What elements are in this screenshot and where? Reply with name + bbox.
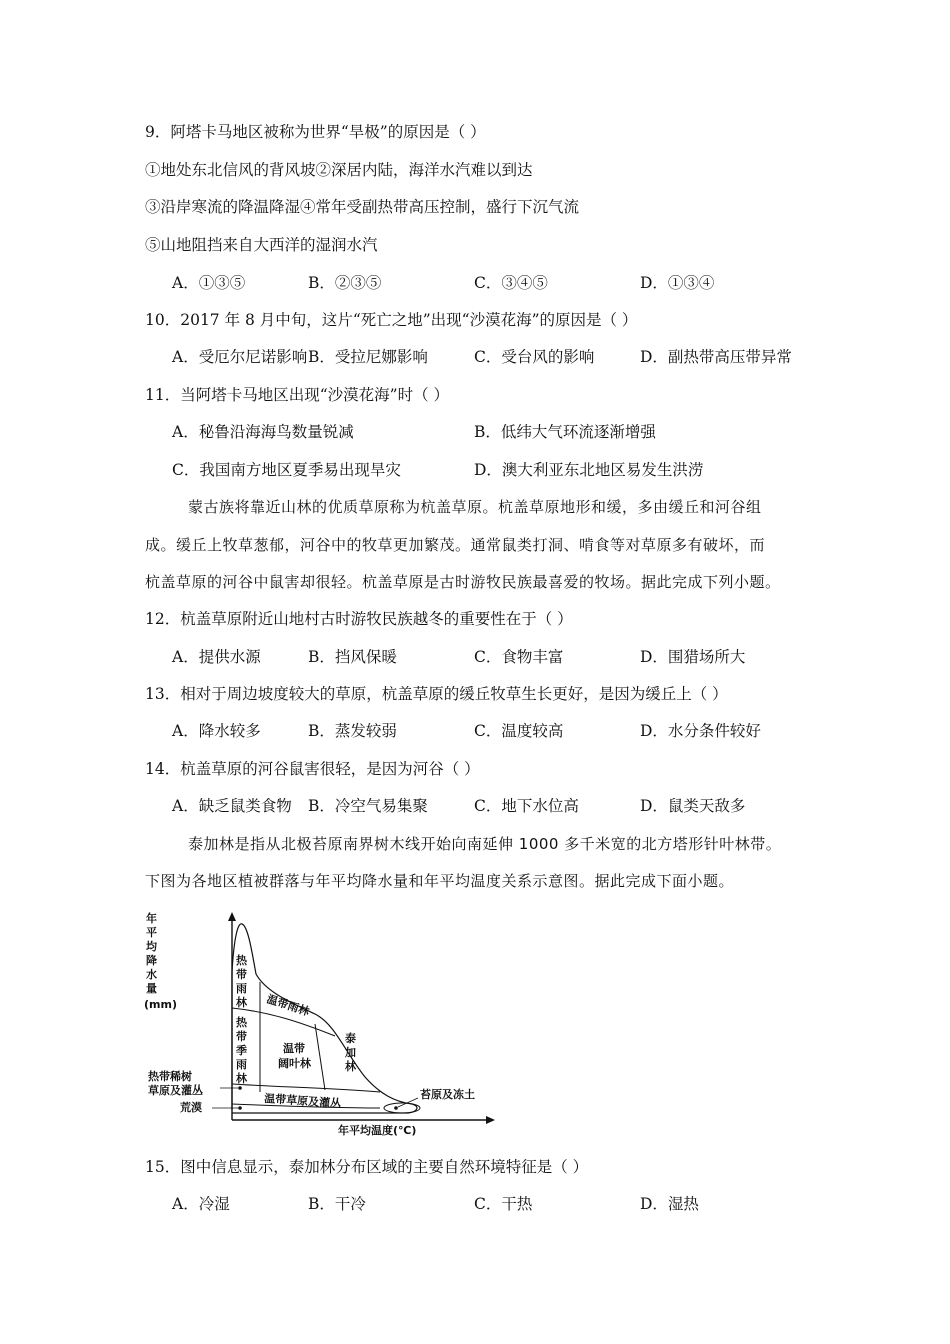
label-temperate-broadleaf-2: 阔叶林: [278, 1057, 311, 1070]
label-savanna-1: 热带稀树: [148, 1070, 192, 1083]
q13-option-a: A．降水较多: [172, 722, 261, 740]
q14-option-b: B．冷空气易集聚: [308, 797, 428, 815]
label-temperate-broadleaf-1: 温带: [283, 1042, 305, 1055]
q9-option-b: B．②③⑤: [308, 274, 382, 292]
passage1-line-1: 蒙古族将靠近山林的优质草原称为杭盖草原。杭盖草原地形和缓，多由缓丘和河谷组: [188, 498, 762, 516]
label-taiga-1: 泰: [345, 1032, 356, 1045]
label-tropical-rainforest-2: 带: [236, 968, 247, 981]
q10-option-b: B．受拉尼娜影响: [308, 348, 428, 366]
label-desert: 荒漠: [180, 1101, 202, 1114]
q11-option-a: A．秘鲁沿海海鸟数量锐减: [172, 423, 354, 441]
q15-option-d: D．湿热: [640, 1195, 699, 1213]
q10-option-a: A．受厄尔尼诺影响: [172, 348, 308, 366]
q15-option-b: B．干冷: [308, 1195, 366, 1213]
desert-dot: [238, 1106, 242, 1110]
label-tundra: 苔原及冻土: [420, 1088, 475, 1101]
y-axis-label-2: 平: [146, 926, 157, 939]
x-axis-label: 年平均温度(℃): [338, 1124, 417, 1137]
q9-option-c: C．③④⑤: [474, 274, 548, 292]
label-tropical-rainforest-3: 雨: [236, 982, 247, 995]
passage2-line-2: 下图为各地区植被群落与年平均降水量和年平均温度关系示意图。据此完成下面小题。: [145, 872, 735, 890]
tundra-dot: [394, 1106, 398, 1110]
boundary-rainforest: [232, 1008, 335, 1036]
q14-option-c: C．地下水位高: [474, 797, 579, 815]
q11-stem: 11．当阿塔卡马地区出现“沙漠花海”时（ ）: [145, 386, 449, 404]
q14-option-a: A．缺乏鼠类食物: [172, 797, 292, 815]
passage1-line-2: 成。缓丘上牧草葱郁，河谷中的牧草更加繁茂。通常鼠类打洞、啃食等对草原多有破坏，而: [145, 536, 766, 554]
q15-option-a: A．冷湿: [172, 1195, 230, 1213]
label-taiga-2: 加: [345, 1046, 356, 1059]
q13-option-c: C．温度较高: [474, 722, 564, 740]
label-taiga-3: 林: [345, 1060, 356, 1073]
label-temperate-grassland: 温带草原及灌丛: [263, 1092, 342, 1111]
y-axis-label-1: 年: [146, 912, 157, 925]
q9-item-1: ①地处东北信风的背风坡②深居内陆，海洋水汽难以到达: [145, 161, 533, 179]
passage1-line-3: 杭盖草原的河谷中鼠害却很轻。杭盖草原是古时游牧民族最喜爱的牧场。据此完成下列小题。: [145, 573, 781, 591]
vegetation-climate-diagram: [140, 912, 500, 1137]
q9-item-2: ③沿岸寒流的降温降湿④常年受副热带高压控制，盛行下沉气流: [145, 198, 580, 216]
passage2-line-1: 泰加林是指从北极苔原南界树木线开始向南延伸 1000 多千米宽的北方塔形针叶林带。: [188, 835, 782, 853]
q12-option-d: D．围猎场所大: [640, 648, 746, 666]
x-axis-arrow: [486, 1116, 495, 1124]
savanna-dot: [238, 1086, 242, 1090]
q13-option-b: B．蒸发较弱: [308, 722, 397, 740]
q11-option-b: B．低纬大气环流逐渐增强: [474, 423, 656, 441]
boundary-broadleaf-taiga: [315, 1024, 325, 1090]
q11-option-d: D．澳大利亚东北地区易发生洪涝: [474, 461, 704, 479]
label-tropical-monsoon-4: 雨: [236, 1058, 247, 1071]
label-tropical-rainforest-1: 热: [236, 954, 247, 967]
label-tropical-monsoon-5: 林: [236, 1072, 247, 1085]
q15-stem: 15．图中信息显示，泰加林分布区域的主要自然环境特征是（ ）: [145, 1158, 589, 1176]
q12-option-a: A．提供水源: [172, 648, 261, 666]
q12-option-c: C．食物丰富: [474, 648, 564, 666]
q10-option-c: C．受台风的影响: [474, 348, 595, 366]
q9-option-a: A．①③⑤: [172, 274, 246, 292]
label-tropical-monsoon-2: 带: [236, 1030, 247, 1043]
y-axis-label-4: 降: [146, 954, 157, 967]
q15-option-c: C．干热: [474, 1195, 533, 1213]
q9-stem: 9．阿塔卡马地区被称为世界“旱极”的原因是（ ）: [145, 123, 486, 141]
q12-stem: 12．杭盖草原附近山地村古时游牧民族越冬的重要性在于（ ）: [145, 610, 573, 628]
q13-stem: 13．相对于周边坡度较大的草原，杭盖草原的缓丘牧草生长更好，是因为缓丘上（ ）: [145, 685, 728, 703]
q10-stem: 10．2017 年 8 月中旬，这片“死亡之地”出现“沙漠花海”的原因是（ ）: [145, 311, 638, 329]
label-tropical-monsoon-3: 季: [236, 1044, 247, 1057]
label-tropical-rainforest-4: 林: [236, 996, 247, 1009]
y-axis-label-6: 量: [146, 982, 157, 995]
label-temperate-rainforest: 温带雨林: [265, 992, 311, 1019]
q9-option-d: D．①③④: [640, 274, 715, 292]
tundra-ellipse: [384, 1103, 420, 1113]
q14-stem: 14．杭盖草原的河谷鼠害很轻，是因为河谷（ ）: [145, 760, 480, 778]
q12-option-b: B．挡风保暖: [308, 648, 397, 666]
y-axis-arrow: [228, 912, 236, 921]
label-savanna-2: 草原及灌丛: [148, 1084, 203, 1097]
q11-option-c: C．我国南方地区夏季易出现旱灾: [172, 461, 401, 479]
q14-option-d: D．鼠类天敌多: [640, 797, 746, 815]
q13-option-d: D．水分条件较好: [640, 722, 761, 740]
y-axis-label-5: 水: [146, 968, 157, 981]
q9-item-3: ⑤山地阻挡来自大西洋的湿润水汽: [145, 236, 378, 254]
q10-option-d: D．副热带高压带异常: [640, 348, 792, 366]
boundary-forest-grassland: [232, 1084, 380, 1092]
label-tropical-monsoon-1: 热: [236, 1016, 247, 1029]
y-axis-label-7: (mm): [144, 998, 177, 1011]
y-axis-label-3: 均: [146, 940, 157, 953]
